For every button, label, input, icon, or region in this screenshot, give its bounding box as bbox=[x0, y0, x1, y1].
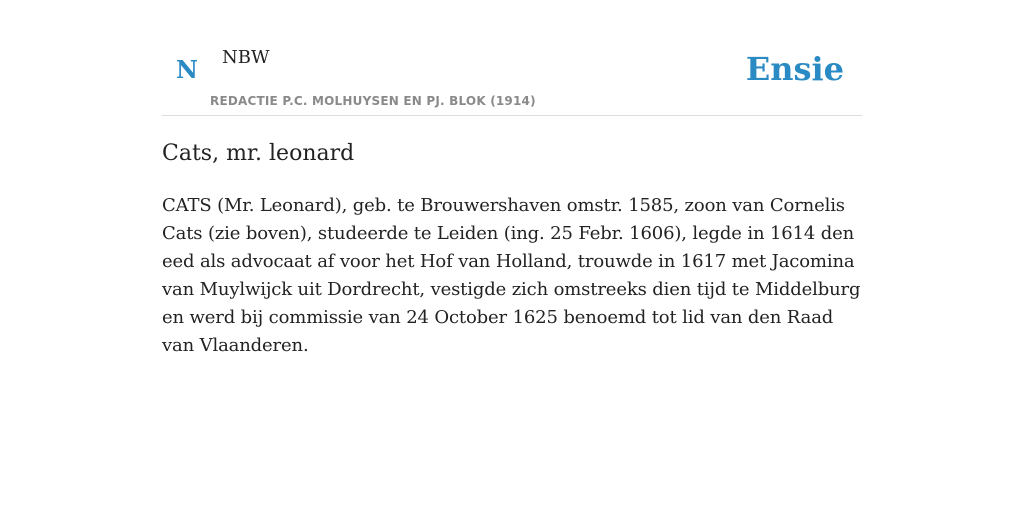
source-header bbox=[162, 0, 862, 116]
source-subtitle: REDACTIE P.C. MOLHUYSEN EN PJ. BLOK (1914) bbox=[210, 94, 536, 108]
entry-body: CATS (Mr. Leonard), geb. te Brouwershaven omstr. 1585, zoon van Cornelis Cats (zie boven), studeerde te Leiden (ing. 25 Febr. 1606), legde in 1614 den eed als advocaat af voor het Hof van Holland, trouwde in 1617 met Jacomina van Muylwijck uit Dordrecht, vestigde zich omstreeks dien tijd te Middelburg en werd bij commissie van 24 October 1625 benoemd tot lid van den Raad van Vlaanderen. bbox=[162, 195, 861, 356]
source-name[interactable]: NBW bbox=[222, 47, 270, 68]
brand-logo-link[interactable]: Ensie bbox=[745, 50, 844, 88]
entry-title: Cats, mr. leonard bbox=[162, 141, 355, 166]
source-logo[interactable]: N bbox=[176, 55, 198, 84]
page-container bbox=[162, 0, 862, 356]
